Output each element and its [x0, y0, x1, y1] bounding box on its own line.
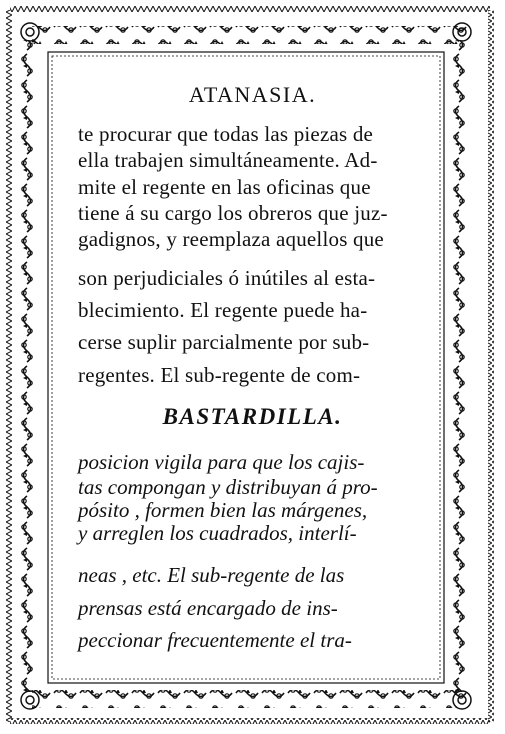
body-line: blecimiento. El regente puede ha-	[78, 298, 368, 322]
body-line: son perjudiciales ó inútiles al esta-	[78, 266, 376, 290]
body-line: tiene á su cargo los obreros que juz-	[78, 201, 388, 225]
italic-line: pósito , formen bien las márgenes,	[78, 498, 368, 522]
italic-line: neas , etc. El sub-regente de las	[78, 563, 345, 587]
italic-line: y arreglen los cuadrados, interlí-	[78, 521, 357, 545]
italic-line: prensas está encargado de ins-	[78, 596, 338, 620]
italic-line: tas compongan y distribuyan á pro-	[78, 475, 378, 499]
body-line: mite el regente en las oficinas que	[78, 175, 371, 199]
body-line: cerse suplir parcialmente por sub-	[78, 330, 370, 354]
section-heading-bastardilla: BASTARDILLA.	[162, 404, 343, 429]
body-line: ella trabajen simultáneamente. Ad-	[78, 148, 378, 172]
body-line: regentes. El sub-regente de com-	[78, 363, 361, 387]
body-line: te procurar que todas las piezas de	[78, 122, 374, 146]
italic-line: posicion vigila para que los cajis-	[78, 450, 365, 474]
section-heading-atanasia: ATANASIA.	[188, 82, 317, 107]
italic-line: peccionar frecuentemente el tra-	[78, 628, 352, 652]
body-line: gadignos, y reemplaza aquellos que	[78, 227, 384, 251]
